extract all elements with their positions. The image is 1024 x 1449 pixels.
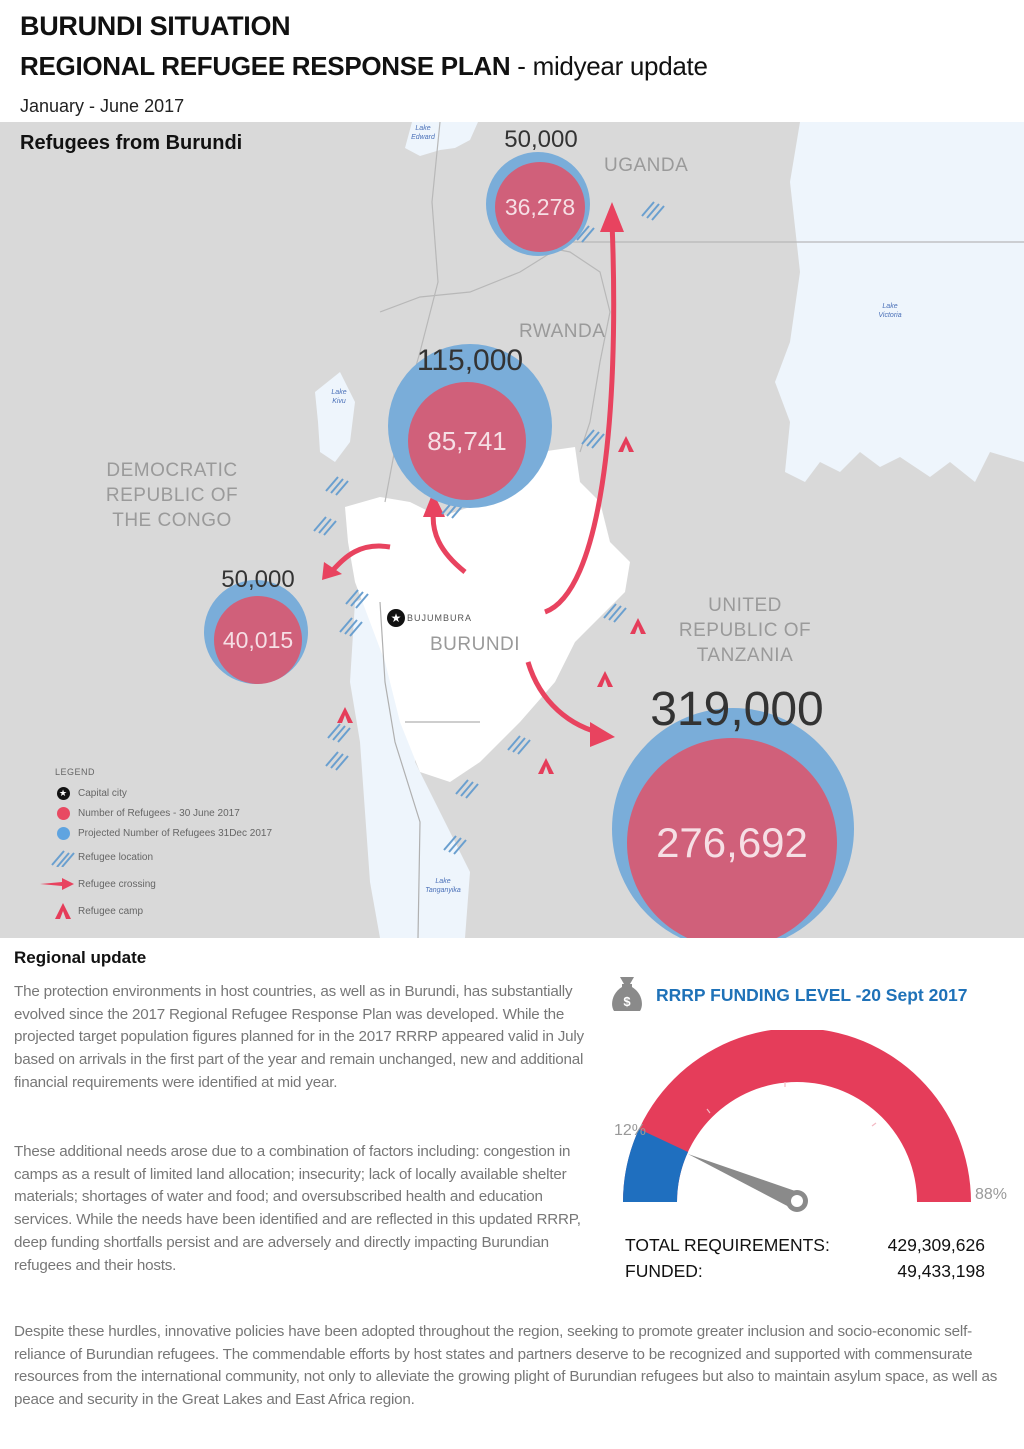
legend-item-crossing: Refugee crossing [50,871,272,897]
capital-star-icon: ★ [57,787,70,800]
funding-gauge [600,1030,1000,1235]
regional-update-paragraph-2: These additional needs arose due to a combination of factors including: congestion in camps as a result of limited land allocation; insecurity; lack of locally available shelter materials; shortages of water and food; and oversubscribed health and education services. While the needs have been identified and are reflected in this updated RRRP, deep funding shortfalls persist and are adversely and directly impacting Burundian refugees and their hosts. [14,1143,581,1274]
current-count-uganda: 36,278 [495,162,585,252]
capital-label: BUJUMBURA [407,613,473,623]
plan-name: REGIONAL REFUGEE RESPONSE PLAN [20,51,511,81]
period-label: January - June 2017 [20,96,185,116]
arrow-icon [40,877,74,891]
current-count-tanzania: 276,692 [627,738,837,938]
page-title: BURUNDI SITUATION [20,11,291,41]
lake-label-victoria: Lake Victoria [878,303,902,319]
legend-item-current: Number of Refugees - 30 June 2017 [50,803,272,823]
money-bag-icon [610,975,644,1015]
country-label-drc: DEMOCRATIC REPUBLIC OF THE CONGO [105,460,239,531]
lake-label-edward: Lake Edward [411,125,435,141]
funded-row [625,1258,985,1284]
total-requirements-row [625,1232,985,1258]
gauge-svg [600,1030,1000,1230]
regional-update-heading: Regional update [14,948,147,967]
funding-header [610,975,968,1015]
funded-value: 49,433,198 [897,1261,985,1281]
red-dot-icon [57,807,70,820]
lake-label-kivu: Lake Kivu [331,389,347,405]
legend-item-capital: ★ Capital city [50,783,272,803]
total-requirements-value: 429,309,626 [887,1235,985,1255]
star-icon: ★ [387,609,405,627]
current-count-rwanda: 85,741 [408,382,526,500]
legend-heading: LEGEND [55,767,96,777]
page-header [20,8,708,117]
tent-icon [54,903,72,919]
funded-label: FUNDED: [625,1261,703,1281]
unfunded-percent-label: 88% [975,1186,1008,1203]
country-label-rwanda: RWANDA [519,321,606,342]
capital-marker [387,609,472,627]
country-label-uganda: UGANDA [604,155,689,176]
map-title: Refugees from Burundi [20,132,243,154]
funding-title: RRRP FUNDING LEVEL -20 Sept 2017 [656,984,968,1005]
funded-percent-label: 12% [614,1122,647,1139]
legend-item-projected: Projected Number of Refugees 31Dec 2017 [50,823,272,843]
page-subtitle [20,46,708,86]
country-label-burundi: BURUNDI [430,634,521,655]
gauge-needle [688,1154,801,1209]
projected-count-uganda: 50,000 [504,126,578,153]
country-label-tanzania: UNITED REPUBLIC OF TANZANIA [678,595,812,666]
current-count-drc: 40,015 [214,596,302,684]
legend-item-location: Refugee location [50,843,272,871]
projected-count-drc: 50,000 [221,566,295,593]
projected-count-rwanda: 115,000 [416,344,524,377]
blue-dot-icon [57,827,70,840]
total-requirements-label: TOTAL REQUIREMENTS: [625,1235,830,1255]
plan-suffix: - midyear update [510,51,708,81]
refugee-map [0,122,1024,938]
map-legend [50,767,272,925]
projected-count-tanzania: 319,000 [650,683,824,736]
hatch-icon [51,847,75,867]
lake-kivu-shape [315,372,355,462]
svg-text:$: $ [623,994,631,1009]
legend-item-camp: Refugee camp [50,897,272,925]
lake-label-tanganyika: Lake Tanganyika [425,878,461,894]
regional-update-paragraph-3: Despite these hurdles, innovative policies have been adopted throughout the region, seeking to promote greater inclusion and socio-economic self-reliance of Burundian refugees. The commendable efforts by host states and partners deserve to be recognized and supported with commensurate resources from the international community, not only to alleviate the growing plight of Burundian refugees but also to maintain asylum space, as well as peace and security in the Great Lakes and East Africa region. [14,1323,998,1409]
regional-update-paragraph-1: The protection environments in host countries, as well as in Burundi, has substantially evolved since the 2017 Regional Refugee Response Plan was developed. While the projected target population figures planned for in the 2017 RRRP appeared valid in July based on arrivals in the first part of the year and remain unchanged, new and additional financial requirements were identified at mid year. [14,983,584,1091]
funding-totals [625,1232,985,1284]
